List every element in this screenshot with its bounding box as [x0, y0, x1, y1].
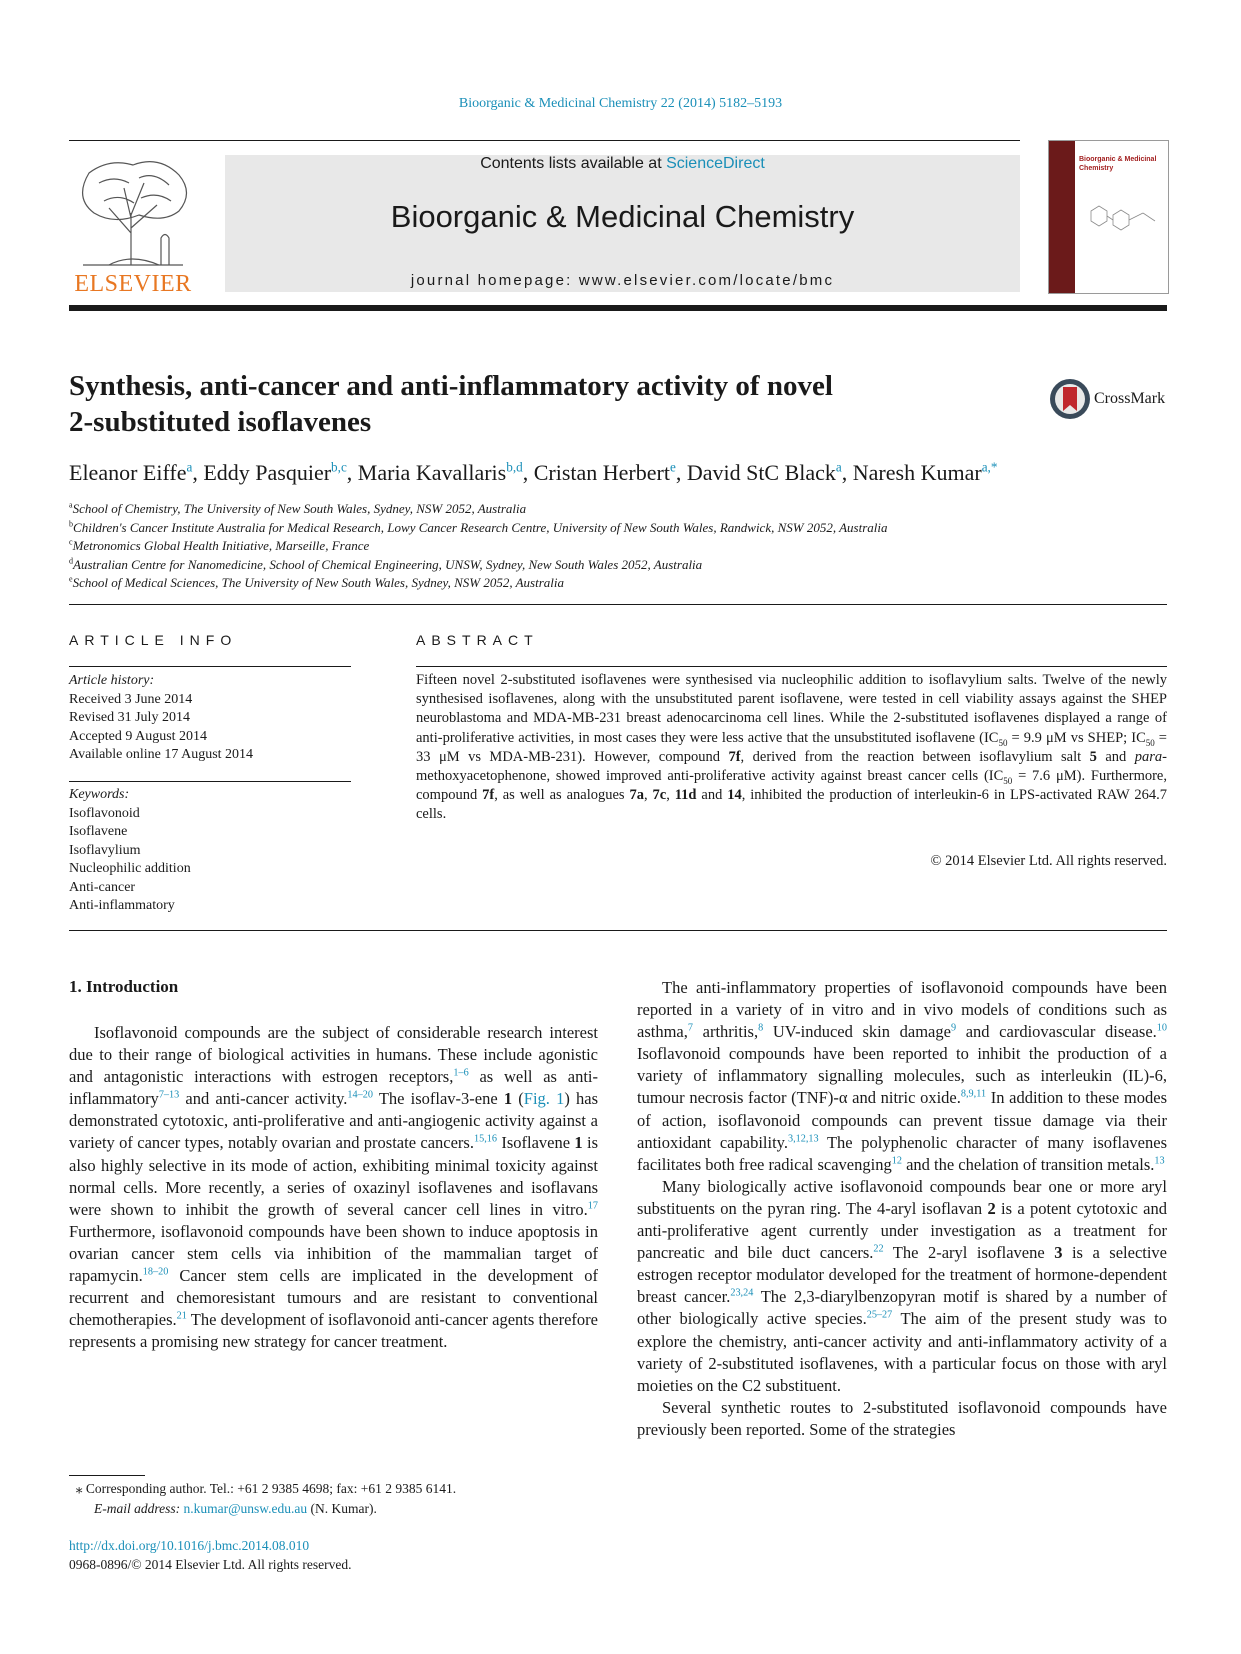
divider: [69, 781, 351, 782]
author-affiliation-link[interactable]: b,c: [331, 459, 347, 475]
issn-line: 0968-0896/© 2014 Elsevier Ltd. All rights reserved.: [69, 1557, 352, 1572]
body-column-left: [69, 1022, 598, 1353]
history-entry: Revised 31 July 2014: [69, 710, 190, 725]
journal-banner: [225, 155, 1020, 292]
header-rule: [69, 305, 1167, 311]
journal-title: Bioorganic & Medicinal Chemistry: [390, 199, 855, 234]
author-affiliation-link[interactable]: e: [669, 459, 676, 475]
author: Naresh Kumar: [852, 460, 982, 485]
body-column-right: [637, 977, 1167, 1441]
author: Cristan Herbert: [533, 460, 670, 485]
crossmark-icon: [1048, 377, 1092, 421]
keyword: Isoflavonoid: [69, 805, 140, 821]
divider: [416, 666, 1167, 667]
keyword: Isoflavene: [69, 824, 128, 839]
doi-block: [69, 1536, 351, 1574]
author: David StC Black: [686, 460, 836, 485]
article-info-heading: ARTICLE INFO: [69, 632, 238, 648]
molecule-icon: [1083, 201, 1161, 235]
affiliation: $^c$Metronomics Global Health Initiative, Marseille, France: [69, 537, 370, 553]
contents-line: Contents lists available at ScienceDirect: [480, 155, 765, 172]
divider: [69, 666, 351, 667]
section-heading: 1. Introduction: [69, 977, 179, 996]
author: Eddy Pasquier: [203, 460, 332, 485]
author-affiliation-link[interactable]: a,*: [981, 459, 998, 475]
journal-reference[interactable]: Bioorganic & Medicinal Chemistry 22 (2014) 5182–5193: [458, 96, 783, 111]
history-entry: Accepted 9 August 2014: [69, 728, 208, 744]
history-entry: Available online 17 August 2014: [69, 747, 254, 762]
keywords: [69, 786, 351, 916]
top-rule: [69, 140, 1020, 141]
paragraph: Isoflavonoid compounds are the subject of considerable research interest due to their range of biological activities in humans. These include agonistic and antagonistic interactions with estrogen receptors,$^{1-6}$ as well as anti-inflammatory$^{7-13}$ and anti-cancer activity.$^{14-20}$ The isoflav-3-ene 1 (Fig. 1) has demonstrated cytotoxic, anti-proliferative and anti-angiogenic activity against a variety of cancer types, notably ovarian and prostate cancers.$^{15,16}$ Isoflavene 1 is also highly selective in its mode of action, exhibiting minimal toxicity against normal cells. More recently, a series of oxazinyl isoflavenes and isoflavans were shown to inhibit the growth of several cancer cell lines in vitro.$^{17}$ Furthermore, isoflavonoid compounds have been shown to induce apoptosis in ovarian cancer stem cells via inhibition of the mammalian target of rapamycin.$^{18-20}$ Cancer stem cells are implicated in the development of recurrent and chemoresistant tumours and are resistant to conventional chemotherapies.$^{21}$ The development of isoflavonoid anti-cancer agents therefore represents a promising new strategy for cancer treatment.: [69, 1023, 599, 1352]
doi-link[interactable]: http://dx.doi.org/10.1016/j.bmc.2014.08.010: [69, 1538, 310, 1553]
cover-spine: [1049, 141, 1075, 293]
article-title: Synthesis, anti-cancer and anti-inflammatory activity of novel 2-substituted isoflavenes: [69, 370, 833, 438]
keyword: Anti-cancer: [69, 879, 136, 895]
keywords-label: Keywords:: [69, 787, 130, 802]
abstract-heading: ABSTRACT: [416, 632, 539, 648]
history-label: Article history:: [69, 673, 155, 688]
crossmark-badge[interactable]: [1048, 377, 1170, 421]
affiliation: $^d$Australian Centre for Nanomedicine, School of Chemical Engineering, UNSW, Sydney, New South Wales 2052, Australia: [69, 556, 703, 572]
email-note: E-mail address: n.kumar@unsw.edu.au (N. Kumar).: [94, 1501, 377, 1516]
figure-link[interactable]: Fig. 1: [523, 1089, 565, 1109]
paragraph: Several synthetic routes to 2-substituted isoflavonoid compounds have previously been reported. Some of the strategies: [637, 1397, 1167, 1439]
sciencedirect-link[interactable]: ScienceDirect: [666, 155, 765, 172]
keyword: Anti-inflammatory: [69, 898, 175, 913]
journal-homepage[interactable]: journal homepage: www.elsevier.com/locate/bmc: [410, 272, 835, 289]
author: Eleanor Eiffe: [69, 460, 187, 485]
corresponding-author-note: ⁎ Corresponding author. Tel.: +61 2 9385 4698; fax: +61 2 9385 6141.: [69, 1481, 457, 1496]
divider: [69, 604, 1167, 605]
keyword: Nucleophilic addition: [69, 861, 191, 876]
divider: [69, 930, 1167, 931]
keyword: Isoflavylium: [69, 842, 141, 858]
footnote-rule: [69, 1475, 145, 1476]
author-affiliation-link[interactable]: a: [835, 459, 842, 475]
paragraph: The anti-inflammatory properties of isoflavonoid compounds have been reported in a variety of in vitro and in vivo models of conditions such as asthma,$^7$ arthritis,$^8$ UV-induced skin damage$^9$ and cardiovascular disease.$^{10}$ Isoflavonoid compounds have been reported to inhibit the production of a variety of inflammatory signalling molecules, such as interleukin (IL)-6, tumour necrosis factor (TNF)-α and nitric oxide.$^{8,9,11}$ In addition to these modes of action, isoflavonoid compounds can prevent tissue damage via their antioxidant capability.$^{3,12,13}$ The polyphenolic character of many isoflavenes facilitates both free radical scavenging$^{12}$ and the chelation of transition metals.$^{13}$: [637, 978, 1168, 1174]
history-entry: Received 3 June 2014: [69, 691, 193, 707]
copyright-notice: © 2014 Elsevier Ltd. All rights reserved.: [930, 853, 1167, 869]
journal-cover-thumbnail[interactable]: [1048, 140, 1169, 294]
cover-title: Bioorganic & Medicinal Chemistry: [1079, 156, 1157, 172]
abstract-text: Fifteen novel 2-substituted isoflavenes were synthesised via nucleophilic addition to isoflavylium salts. Twelve of the newly synthesised isoflavenes, along with the unsubstituted parent isoflavene, were tested in cell viability assays against the SHEP neuroblastoma and MDA-MB-231 breast adenocarcinoma cell lines. While the 2-substituted isoflavenes displayed a range of anti-proliferative activities, in most cases they were less active that the unsubstituted isoflavene ($IC_{50} = 9.9$ μM vs SHEP; $IC_{50} = 33$ μM vs MDA-MB-231). However, compound 7f, derived from the reaction between isoflavylium salt 5 and para-methoxyacetophenone, showed improved anti-proliferative activity against breast cancer cells ($IC_{50} = 7.6$ μM). Furthermore, compound 7f, as well as analogues 7a, 7c, 11d and 14, inhibited the production of interleukin-6 in LPS-activated RAW 264.7 cells.: [416, 672, 1168, 823]
footnote: [69, 1479, 609, 1519]
author-list: Eleanor Eiffe$^a$, Eddy Pasquier$^{b,c}$, Maria Kavallaris$^{b,d}$, Cristan Herbert$^e$, David StC Black$^a$, Naresh Kumar$^{a,*}$: [69, 459, 998, 485]
author: Maria Kavallaris: [357, 460, 507, 485]
author-affiliation-link[interactable]: b,d: [506, 459, 523, 475]
article-history: [69, 672, 351, 765]
publisher-name: ELSEVIER: [74, 271, 192, 297]
crossmark-label: CrossMark: [1094, 390, 1166, 407]
affiliation-list: [69, 500, 1169, 593]
paragraph: Many biologically active isoflavonoid compounds bear one or more aryl substituents on the pyran ring. The 4-aryl isoflavan 2 is a potent cytotoxic and anti-proliferative agent currently under investigation as a treatment for pancreatic and bile duct cancers.$^{22}$ The 2-aryl isoflavene 3 is a selective estrogen receptor modulator developed for the treatment of hormone-dependent breast cancer.$^{23,24}$ The 2,3-diarylbenzopyran motif is shared by a number of other biologically active species.$^{25-27}$ The aim of the present study was to explore the chemistry, anti-cancer activity and anti-inflammatory activity of a variety of 2-substituted isoflavenes, with a particular focus on those with aryl moieties on the C2 substituent.: [637, 1176, 1168, 1395]
affiliation: $^b$Children's Cancer Institute Australia for Medical Research, Lowy Cancer Research Centre, University of New South Wales, Randwick, NSW 2052, Australia: [69, 519, 888, 535]
tree-icon: [69, 153, 197, 271]
email-link[interactable]: n.kumar@unsw.edu.au: [183, 1501, 308, 1516]
author-affiliation-link[interactable]: a: [186, 459, 193, 475]
elsevier-logo[interactable]: [69, 153, 197, 298]
affiliation: $^a$School of Chemistry, The University of New South Wales, Sydney, NSW 2052, Australia: [69, 500, 527, 516]
affiliation: $^e$School of Medical Sciences, The University of New South Wales, Sydney, NSW 2052, Australia: [69, 574, 564, 590]
